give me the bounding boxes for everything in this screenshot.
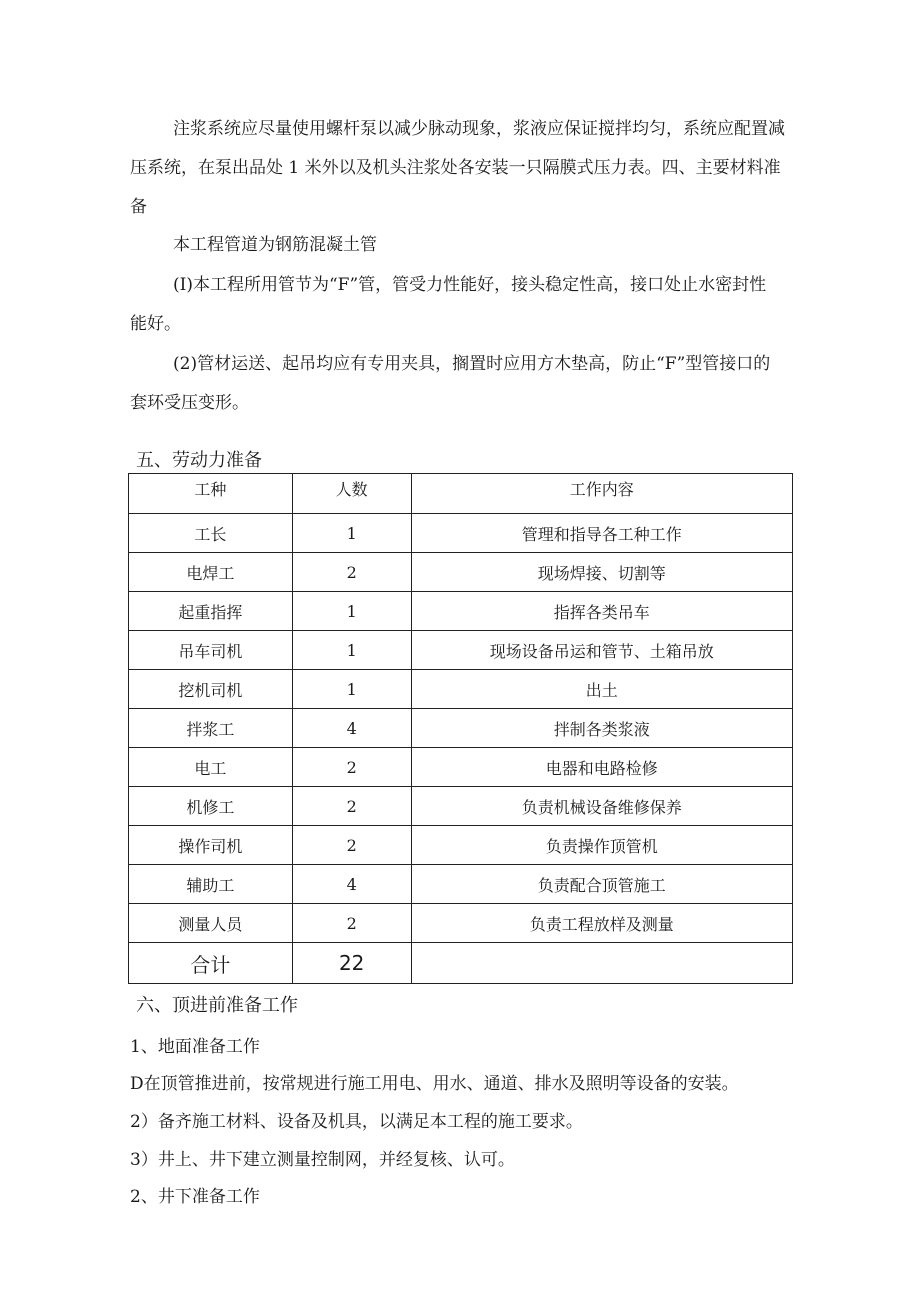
prep-subheading-ground: 1、地面准备工作 [130, 1037, 260, 1057]
labor-table [128, 473, 793, 984]
count-cell: 1 [292, 514, 411, 553]
text-line: 能好。 [130, 314, 181, 334]
content-cell: 负责配合顶管施工 [411, 865, 792, 904]
text-line: 备 [130, 197, 147, 217]
header-cell-content: 工作内容 [411, 474, 792, 514]
prep-item: 3）井上、井下建立测量控制网，并经复核、认可。 [130, 1150, 515, 1170]
trade-cell: 机修工 [129, 787, 293, 826]
count-cell: 2 [292, 748, 411, 787]
total-label-cell: 合计 [129, 943, 293, 984]
header-cell-count: 人数 [292, 474, 411, 514]
labor-heading: 五、劳动力准备 [136, 450, 262, 471]
content-cell: 现场焊接、切割等 [411, 553, 792, 592]
text-line: (2)管材运送、起吊均应有专用夹具，搁置时应用方木垫高，防止“F”型管接口的 [173, 354, 771, 374]
table-row [129, 631, 793, 670]
table-row [129, 787, 793, 826]
content-cell: 负责操作顶管机 [411, 826, 792, 865]
count-cell: 2 [292, 826, 411, 865]
content-cell: 电器和电路检修 [411, 748, 792, 787]
content-cell: 出土 [411, 670, 792, 709]
trade-cell: 电焊工 [129, 553, 293, 592]
count-cell: 2 [292, 553, 411, 592]
prep-heading: 六、顶进前准备工作 [136, 995, 298, 1016]
count-cell: 2 [292, 904, 411, 943]
table-header-row [129, 474, 793, 514]
content-cell: 管理和指导各工种工作 [411, 514, 792, 553]
prep-subheading-shaft: 2、井下准备工作 [130, 1187, 260, 1207]
count-cell: 4 [292, 865, 411, 904]
count-cell: 1 [292, 592, 411, 631]
text-line: 套环受压变形。 [130, 393, 249, 413]
table-row [129, 865, 793, 904]
trade-cell: 测量人员 [129, 904, 293, 943]
text-line: 注浆系统应尽量使用螺杆泵以减少脉动现象，浆液应保证搅拌均匀，系统应配置减 [173, 119, 785, 139]
table-row [129, 514, 793, 553]
content-cell: 负责机械设备维修保养 [411, 787, 792, 826]
table-row [129, 553, 793, 592]
pipe-type-paragraph: 本工程管道为钢筋混凝土管 [173, 235, 377, 255]
trade-cell: 工长 [129, 514, 293, 553]
trade-cell: 起重指挥 [129, 592, 293, 631]
table-row [129, 670, 793, 709]
count-cell: 2 [292, 787, 411, 826]
trade-cell: 吊车司机 [129, 631, 293, 670]
trade-cell: 拌浆工 [129, 709, 293, 748]
table-row [129, 904, 793, 943]
content-cell: 拌制各类浆液 [411, 709, 792, 748]
count-cell: 1 [292, 670, 411, 709]
total-value-cell: 22 [292, 943, 411, 984]
content-cell: 指挥各类吊车 [411, 592, 792, 631]
content-cell: 负责工程放样及测量 [411, 904, 792, 943]
trade-cell: 挖机司机 [129, 670, 293, 709]
prep-item: 2）备齐施工材料、设备及机具，以满足本工程的施工要求。 [130, 1112, 583, 1132]
text-line: (I)本工程所用管节为“F”管，管受力性能好，接头稳定性高，接口处止水密封性 [173, 275, 767, 295]
table-row [129, 748, 793, 787]
total-content-cell [411, 943, 792, 984]
trade-cell: 辅助工 [129, 865, 293, 904]
table-total-row [129, 943, 793, 984]
text-line: 压系统，在泵出品处 1 米外以及机头注浆处各安装一只隔膜式压力表。四、主要材料准 [130, 158, 781, 178]
table-row [129, 709, 793, 748]
content-cell: 现场设备吊运和管节、土箱吊放 [411, 631, 792, 670]
trade-cell: 电工 [129, 748, 293, 787]
header-cell-trade: 工种 [129, 474, 293, 514]
prep-item: D在顶管推进前，按常规进行施工用电、用水、通道、排水及照明等设备的安装。 [130, 1074, 739, 1094]
table-row [129, 826, 793, 865]
trade-cell: 操作司机 [129, 826, 293, 865]
count-cell: 4 [292, 709, 411, 748]
table-row [129, 592, 793, 631]
count-cell: 1 [292, 631, 411, 670]
